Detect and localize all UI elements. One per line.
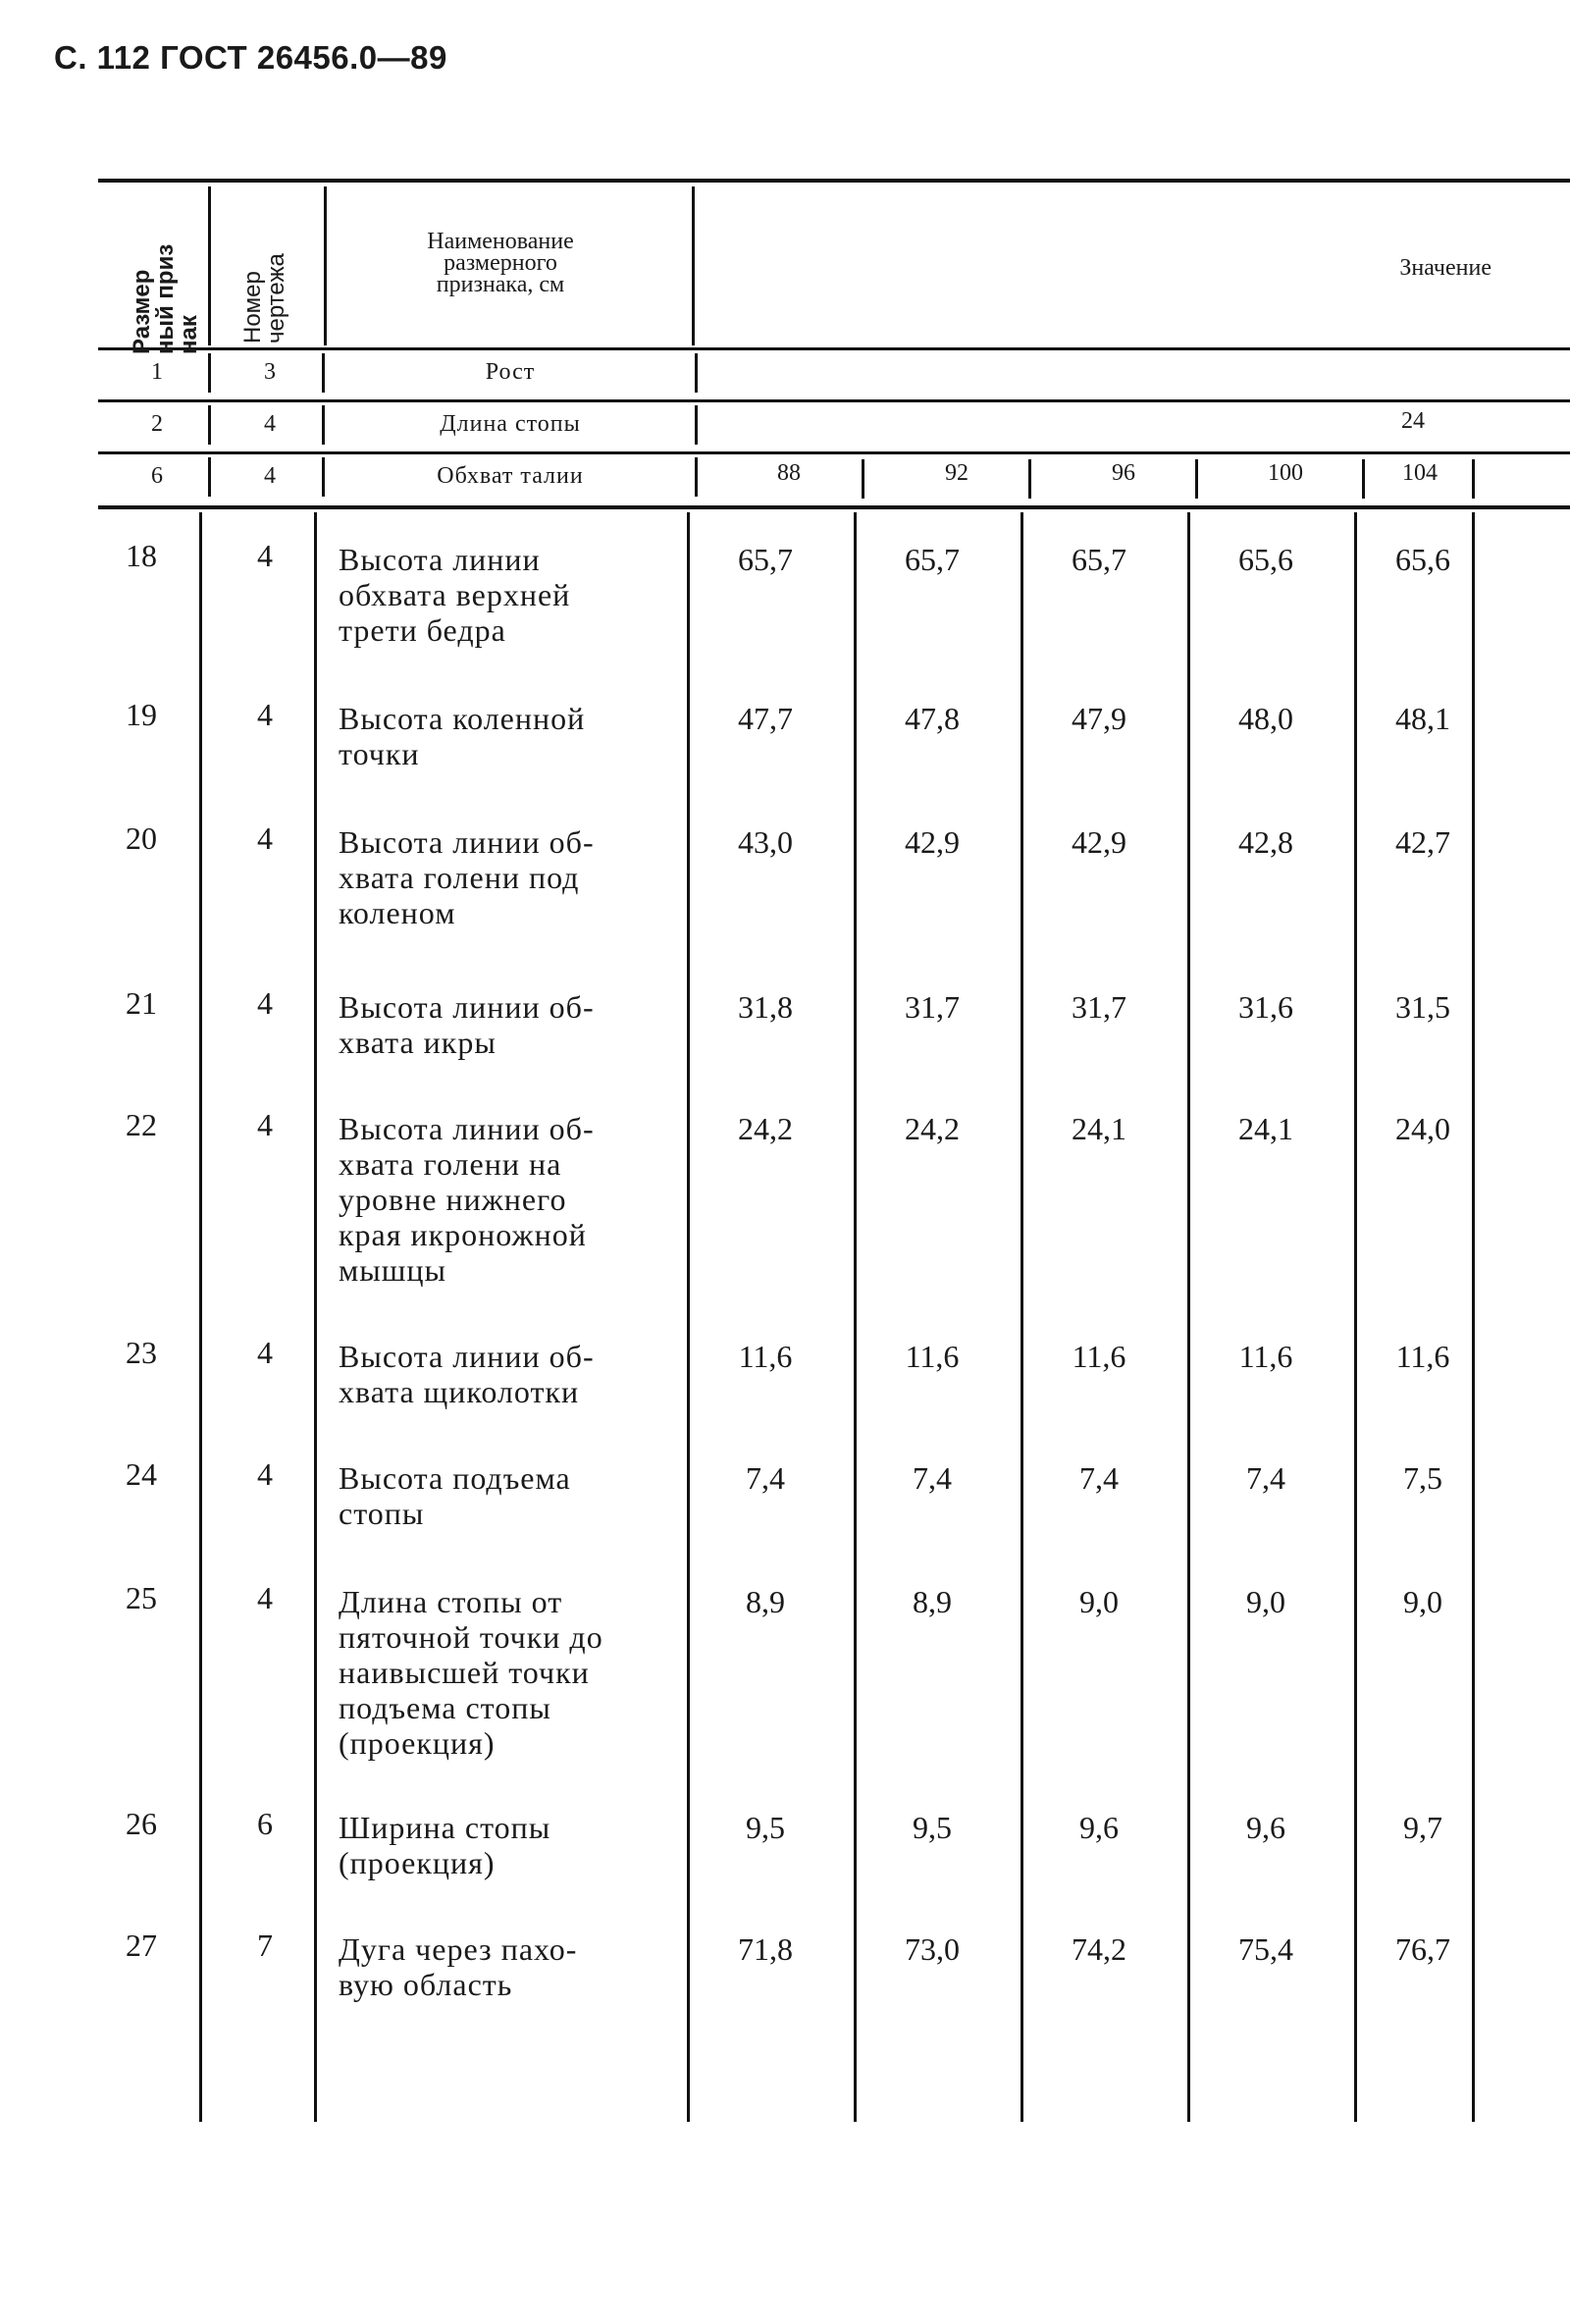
row-drawing: 4	[257, 985, 273, 1021]
rule-line	[98, 505, 1570, 509]
row-drawing: 4	[257, 697, 273, 732]
row-value: 8,9	[746, 1584, 785, 1619]
row-value: 9,5	[913, 1810, 952, 1845]
row-feature: 22	[126, 1107, 157, 1142]
row-value: 47,7	[738, 701, 793, 736]
rule-line	[98, 399, 1570, 402]
row-feature: 21	[126, 985, 157, 1021]
row-value: 31,7	[1072, 989, 1126, 1025]
column-divider	[324, 186, 327, 345]
feature-column-header: Размер ный приз нак	[129, 243, 202, 354]
column-divider	[695, 405, 698, 445]
row-value: 9,7	[1403, 1810, 1442, 1845]
row-value: 9,6	[1079, 1810, 1119, 1845]
row-value: 42,8	[1238, 824, 1293, 860]
row-value: 43,0	[738, 824, 793, 860]
row-value: 65,7	[1072, 542, 1126, 577]
row-value: 7,4	[1246, 1460, 1285, 1496]
rule-line	[98, 179, 1570, 183]
row-name: Ширина стопы (проекция)	[339, 1810, 551, 1880]
drawing-column-header: Номер чертежа	[239, 253, 289, 343]
row-value: 11,6	[738, 1339, 793, 1374]
column-divider	[322, 457, 325, 497]
row-value: 7,4	[1079, 1460, 1119, 1496]
row-value: 65,7	[905, 542, 960, 577]
row-value: 11,6	[1072, 1339, 1126, 1374]
column-divider	[1362, 459, 1365, 499]
name-column-header: Наименование размерного признака, см	[427, 229, 574, 297]
column-divider	[695, 457, 698, 497]
top-row-drawing: 4	[264, 463, 276, 489]
row-name: Высота подъема стопы	[339, 1460, 571, 1531]
row-value: 9,0	[1246, 1584, 1285, 1619]
column-divider	[1187, 512, 1190, 2122]
column-divider	[692, 186, 695, 345]
column-divider	[1020, 512, 1023, 2122]
column-divider	[322, 405, 325, 445]
rule-line	[98, 451, 1570, 454]
row-value: 74,2	[1072, 1931, 1126, 1967]
row-value: 24,1	[1238, 1111, 1293, 1146]
row-value: 71,8	[738, 1931, 793, 1967]
row-drawing: 4	[257, 820, 273, 856]
row-value: 24,1	[1072, 1111, 1126, 1146]
row-value: 7,5	[1403, 1460, 1442, 1496]
row-feature: 26	[126, 1806, 157, 1841]
column-divider	[1195, 459, 1198, 499]
row-value: 42,7	[1395, 824, 1450, 860]
row-value: 48,1	[1395, 701, 1450, 736]
row-feature: 23	[126, 1335, 157, 1370]
row-value: 31,6	[1238, 989, 1293, 1025]
row-value: 48,0	[1238, 701, 1293, 736]
column-divider	[1354, 512, 1357, 2122]
row-drawing: 4	[257, 1580, 273, 1615]
top-row-drawing: 3	[264, 359, 276, 385]
top-row-value: 92	[945, 460, 968, 486]
row-name: Высота линии об- хвата икры	[339, 989, 595, 1060]
row-name: Высота линии обхвата верхней трети бедра	[339, 542, 571, 648]
top-row-feature: 6	[151, 463, 163, 489]
row-name: Дуга через пахо- вую область	[339, 1931, 578, 2002]
row-value: 11,6	[1238, 1339, 1293, 1374]
row-value: 9,0	[1403, 1584, 1442, 1619]
row-value: 7,4	[913, 1460, 952, 1496]
column-divider	[1472, 459, 1475, 499]
column-divider	[322, 353, 325, 393]
row-name: Высота коленной точки	[339, 701, 586, 771]
row-value: 42,9	[905, 824, 960, 860]
column-divider	[208, 405, 211, 445]
column-divider	[208, 186, 211, 345]
rule-line	[98, 347, 1570, 350]
row-value: 11,6	[1395, 1339, 1450, 1374]
column-divider	[314, 512, 317, 2122]
row-feature: 27	[126, 1928, 157, 1963]
column-divider	[208, 457, 211, 497]
top-row-value: 88	[777, 460, 801, 486]
row-value: 9,5	[746, 1810, 785, 1845]
row-value: 11,6	[905, 1339, 960, 1374]
row-value: 47,8	[905, 701, 960, 736]
row-name: Высота линии об- хвата щиколотки	[339, 1339, 595, 1409]
row-feature: 19	[126, 697, 157, 732]
row-value: 31,7	[905, 989, 960, 1025]
value-column-header: Значение	[1399, 255, 1492, 281]
row-feature: 20	[126, 820, 157, 856]
row-value: 65,7	[738, 542, 793, 577]
top-row-name: Обхват талии	[437, 463, 584, 489]
row-value: 42,9	[1072, 824, 1126, 860]
row-drawing: 4	[257, 1335, 273, 1370]
top-row-value: 96	[1112, 460, 1135, 486]
row-drawing: 4	[257, 538, 273, 573]
row-value: 75,4	[1238, 1931, 1293, 1967]
column-divider	[1028, 459, 1031, 499]
row-value: 65,6	[1238, 542, 1293, 577]
row-drawing: 7	[257, 1928, 273, 1963]
column-divider	[695, 353, 698, 393]
row-value: 31,5	[1395, 989, 1450, 1025]
column-divider	[208, 353, 211, 393]
column-divider	[687, 512, 690, 2122]
row-value: 9,6	[1246, 1810, 1285, 1845]
top-row-value: 24	[1401, 408, 1425, 434]
row-drawing: 6	[257, 1806, 273, 1841]
column-divider	[854, 512, 857, 2122]
row-feature: 18	[126, 538, 157, 573]
page-header: С. 112 ГОСТ 26456.0—89	[54, 39, 447, 76]
row-value: 24,0	[1395, 1111, 1450, 1146]
column-divider	[199, 512, 202, 2122]
row-name: Длина стопы от пяточной точки до наивысшей точки подъема стопы (проекция)	[339, 1584, 603, 1761]
column-divider	[862, 459, 864, 499]
row-value: 31,8	[738, 989, 793, 1025]
top-row-value: 100	[1268, 460, 1303, 486]
top-row-value: 104	[1402, 460, 1438, 486]
top-row-feature: 2	[151, 411, 163, 437]
row-value: 24,2	[905, 1111, 960, 1146]
row-name: Высота линии об- хвата голени под коленом	[339, 824, 595, 930]
row-value: 7,4	[746, 1460, 785, 1496]
row-value: 65,6	[1395, 542, 1450, 577]
row-feature: 25	[126, 1580, 157, 1615]
column-divider	[1472, 512, 1475, 2122]
row-feature: 24	[126, 1456, 157, 1492]
top-row-name: Длина стопы	[440, 411, 581, 437]
row-value: 24,2	[738, 1111, 793, 1146]
row-value: 47,9	[1072, 701, 1126, 736]
top-row-drawing: 4	[264, 411, 276, 437]
row-value: 73,0	[905, 1931, 960, 1967]
row-value: 8,9	[913, 1584, 952, 1619]
row-drawing: 4	[257, 1107, 273, 1142]
row-drawing: 4	[257, 1456, 273, 1492]
top-row-feature: 1	[151, 359, 163, 385]
row-value: 76,7	[1395, 1931, 1450, 1967]
top-row-name: Рост	[485, 359, 536, 385]
row-name: Высота линии об- хвата голени на уровне нижнего края икроножной мышцы	[339, 1111, 595, 1288]
row-value: 9,0	[1079, 1584, 1119, 1619]
